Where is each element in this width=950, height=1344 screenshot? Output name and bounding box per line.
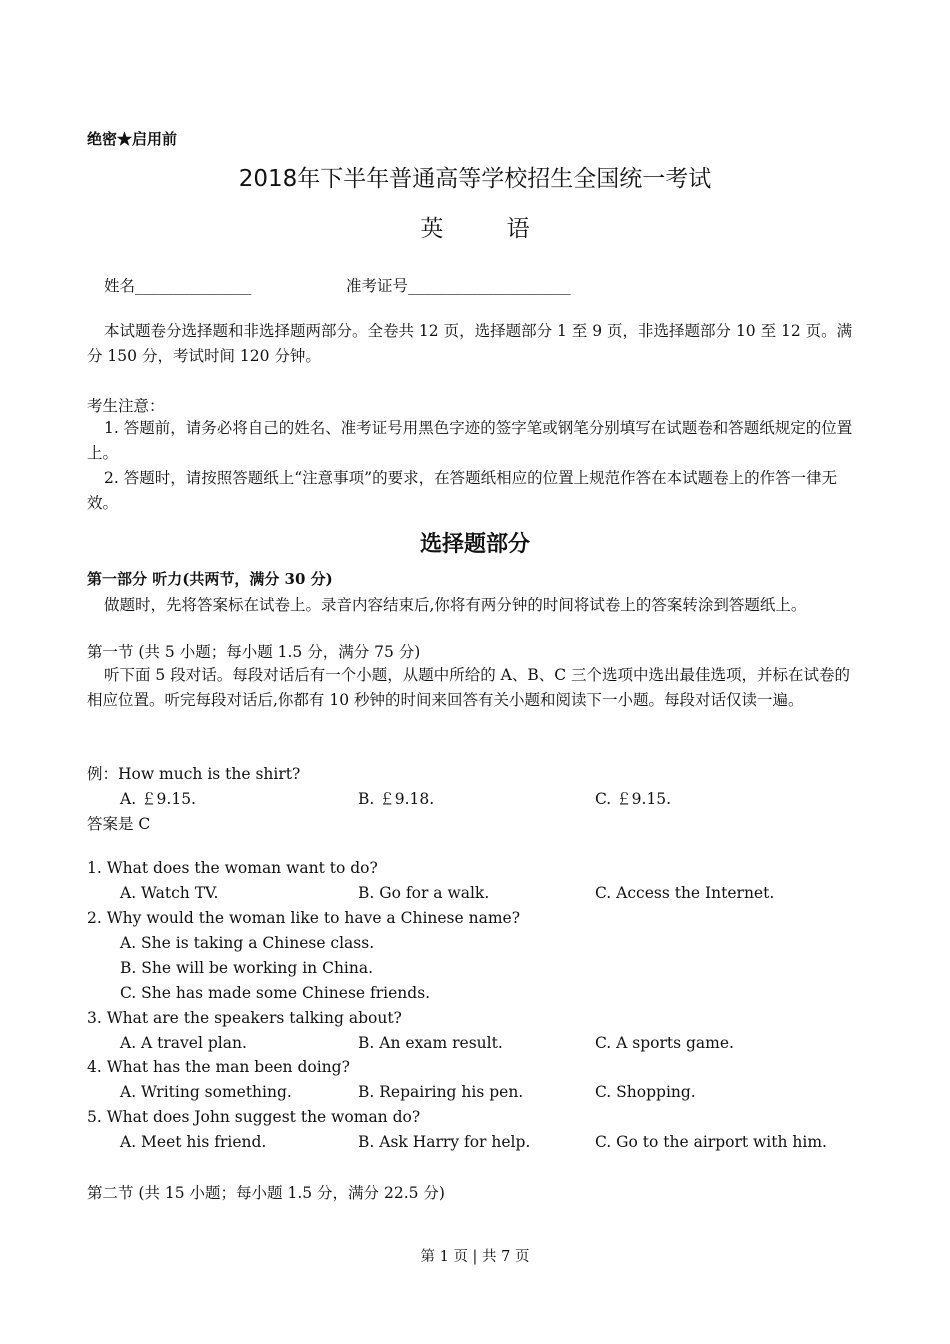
notice-heading: 考生注意： xyxy=(87,397,165,415)
question-4-option-b: B. Repairing his pen. xyxy=(358,1083,524,1101)
question-5: 5. What does John suggest the woman do? xyxy=(87,1108,421,1126)
question-1-option-b: B. Go for a walk. xyxy=(358,884,490,902)
name-field-label: 姓名_______________ xyxy=(104,277,252,295)
intro-paragraph: 本试题卷分选择题和非选择题两部分。全卷共 12 页，选择题部分 1 至 9 页，非选择题部分 10 至 12 页。满分 150 分，考试时间 120 分钟。 xyxy=(87,322,853,365)
question-4-option-c: C. Shopping. xyxy=(595,1083,696,1101)
question-4-option-a: A. Writing something. xyxy=(120,1083,292,1101)
exam-id-field-label: 准考证号_____________________ xyxy=(346,277,571,295)
example-question: 例：How much is the shirt? xyxy=(87,765,301,783)
example-answer: 答案是 C xyxy=(87,815,151,833)
section1-instructions: 听下面 5 段对话。每段对话后有一个小题，从题中所给的 A、B、C 三个选项中选出最佳选项，并标在试卷的相应位置。听完每段对话后,你都有 10 秒钟的时间来回答有关小题和阅读下一小题。每段对话仅读一遍。 xyxy=(87,666,851,709)
question-3-option-a: A. A travel plan. xyxy=(120,1034,247,1052)
notice-item-1: 1. 答题前，请务必将自己的姓名、准考证号用黑色字迹的签字笔或钢笔分别填写在试题卷和答题纸规定的位置上。 xyxy=(87,419,853,462)
question-2-option-b: B. She will be working in China. xyxy=(120,959,374,977)
question-3: 3. What are the speakers talking about? xyxy=(87,1009,402,1027)
question-3-option-b: B. An exam result. xyxy=(358,1034,503,1052)
exam-title: 2018年下半年普通高等学校招生全国统一考试 xyxy=(238,166,712,192)
exam-subject: 英 语 xyxy=(420,216,558,242)
question-1: 1. What does the woman want to do? xyxy=(87,859,378,877)
question-5-option-c: C. Go to the airport with him. xyxy=(595,1133,827,1151)
question-1-option-c: C. Access the Internet. xyxy=(595,884,775,902)
question-3-option-c: C. A sports game. xyxy=(595,1034,734,1052)
part1-instructions: 做题时，先将答案标在试卷上。录音内容结束后,你将有两分钟的时间将试卷上的答案转涂到答题纸上。 xyxy=(104,596,807,614)
question-2: 2. Why would the woman like to have a Chinese name? xyxy=(87,909,521,927)
question-2-option-a: A. She is taking a Chinese class. xyxy=(120,934,375,952)
question-5-option-a: A. Meet his friend. xyxy=(120,1133,267,1151)
question-4: 4. What has the man been doing? xyxy=(87,1058,350,1076)
page-footer: 第 1 页 | 共 7 页 xyxy=(420,1249,530,1265)
question-2-option-c: C. She has made some Chinese friends. xyxy=(120,984,431,1002)
example-option-a: A. ￡9.15. xyxy=(120,790,196,808)
question-5-option-b: B. Ask Harry for help. xyxy=(358,1133,531,1151)
part1-heading: 第一部分 听力(共两节，满分 30 分) xyxy=(87,570,333,588)
example-option-c: C. ￡9.15. xyxy=(595,790,672,808)
exam-secret-label: 绝密★启用前 xyxy=(87,130,178,148)
section-title: 选择题部分 xyxy=(419,532,530,557)
example-option-b: B. ￡9.18. xyxy=(358,790,435,808)
question-1-option-a: A. Watch TV. xyxy=(120,884,219,902)
section2-heading: 第二节 (共 15 小题；每小题 1.5 分，满分 22.5 分) xyxy=(87,1184,445,1202)
section1-heading: 第一节 (共 5 小题；每小题 1.5 分，满分 75 分) xyxy=(87,643,421,661)
notice-item-2: 2. 答题时，请按照答题纸上“注意事项”的要求，在答题纸相应的位置上规范作答在本试题卷上的作答一律无效。 xyxy=(87,469,838,512)
